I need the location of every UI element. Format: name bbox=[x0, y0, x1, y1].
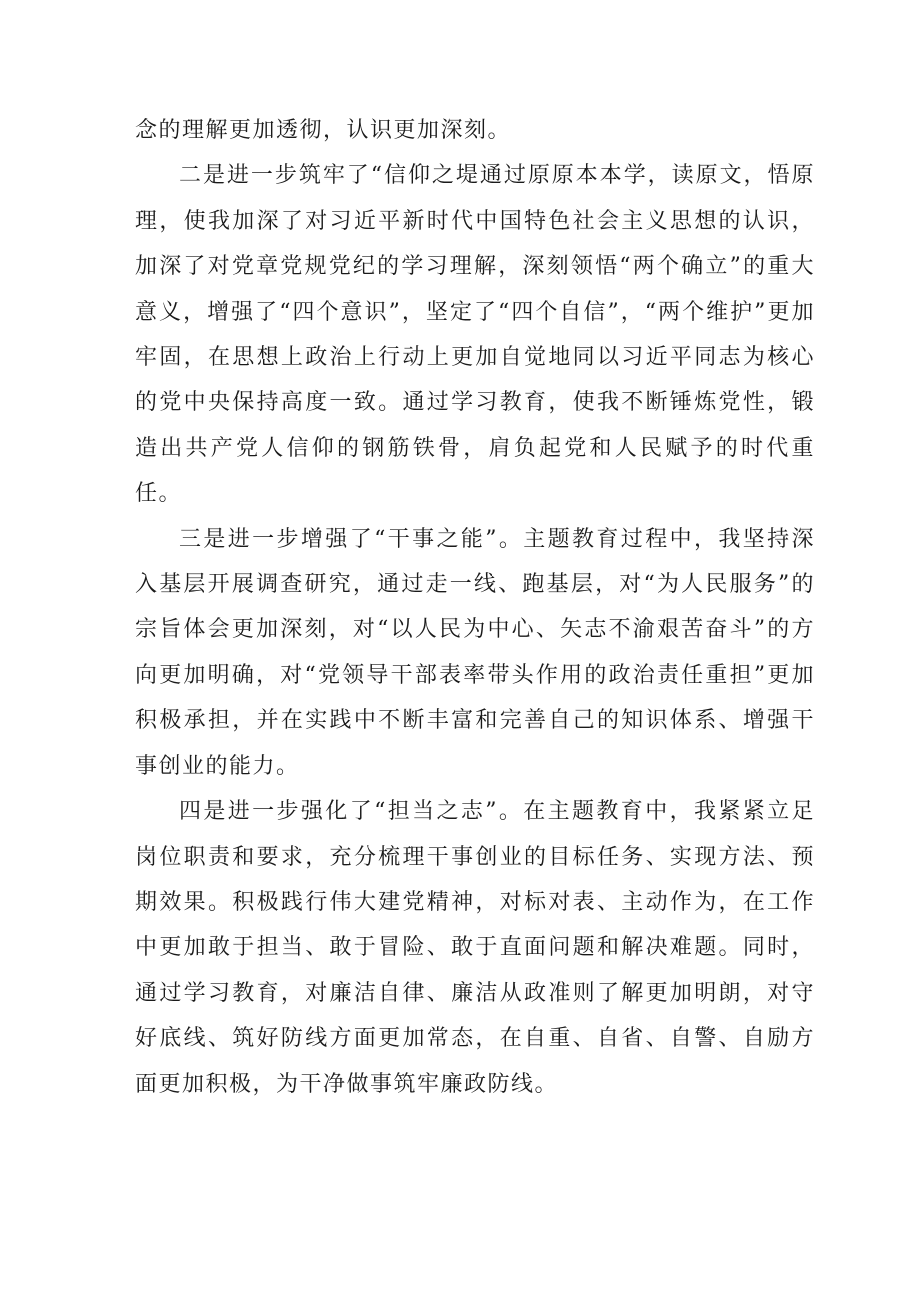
paragraph-faith: 二是进一步筑牢了“信仰之堤通过原原本本学，读原文，悟原理，使我加深了对习近平新时代中国特色社会主义思想的认识，加深了对党章党规党纪的学习理解，深刻领悟“两个确立”的重大意义，增强了“四个意识”，坚定了“四个自信”，“两个维护”更加牢固，在思想上政治上行动上更加自觉地同以习近平同志为核心的党中央保持高度一致。通过学习教育，使我不断锤炼党性，锻造出共产党人信仰的钢筋铁骨，肩负起党和人民赋予的时代重任。 bbox=[135, 163, 815, 507]
paragraph-responsibility: 四是进一步强化了“担当之志”。在主题教育中，我紧紧立足岗位职责和要求，充分梳理干事创业的目标任务、实现方法、预期效果。积极践行伟大建党精神，对标对表、主动作为，在工作中更加敢于担当、敢于冒险、敢于直面问题和解决难题。同时，通过学习教育，对廉洁自律、廉洁从政准则了解更加明朗，对守好底线、筑好防线方面更加常态，在自重、自省、自警、自励方面更加积极，为干净做事筑牢廉政防线。 bbox=[135, 799, 815, 1097]
document-body bbox=[135, 108, 815, 1107]
paragraph-continuation: 念的理解更加透彻，认识更加深刻。 bbox=[135, 118, 512, 143]
paragraph-capability: 三是进一步增强了“干事之能”。主题教育过程中，我坚持深入基层开展调查研究，通过走一线、跑基层，对“为人民服务”的宗旨体会更加深刻，对“以人民为中心、矢志不渝艰苦奋斗”的方向更加明确，对“党领导干部表率带头作用的政治责任重担”更加积极承担，并在实践中不断丰富和完善自己的知识体系、增强干事创业的能力。 bbox=[135, 526, 815, 779]
